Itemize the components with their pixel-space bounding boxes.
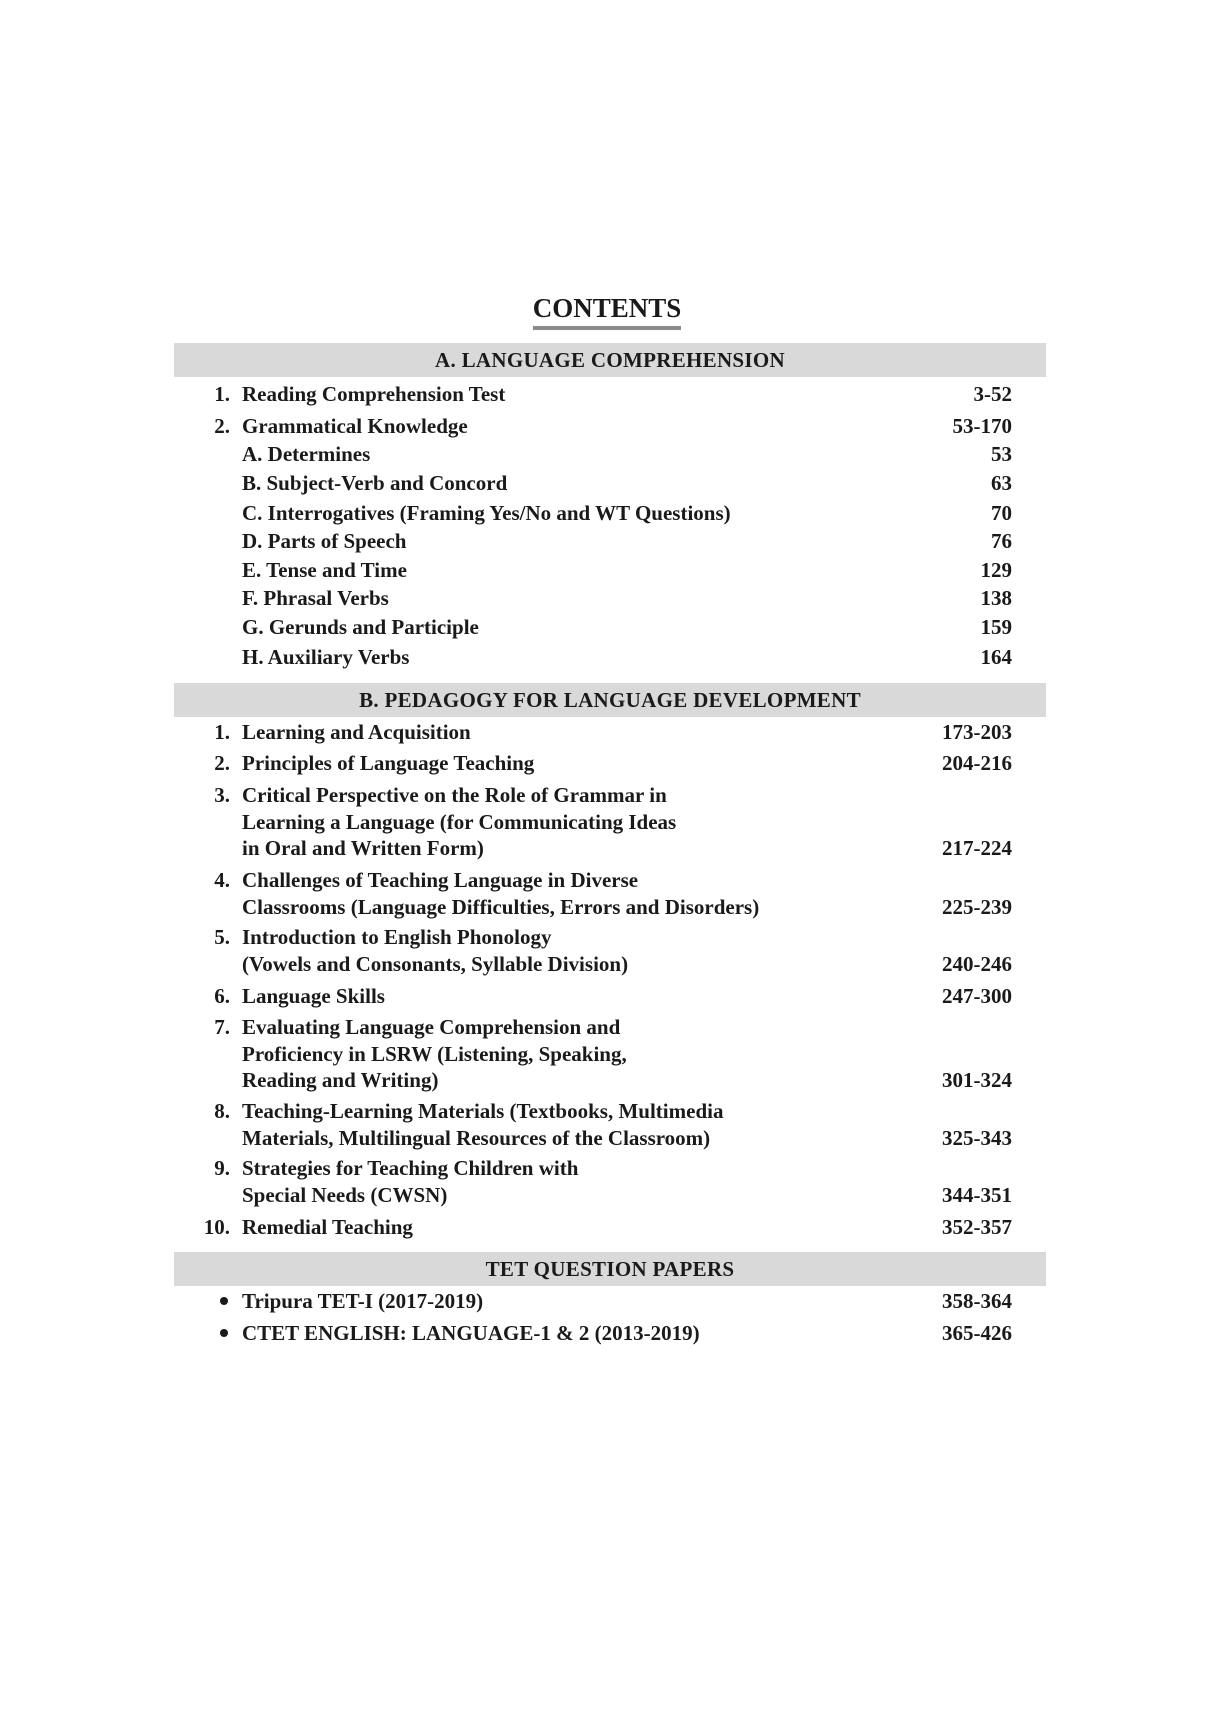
entry-title (242, 719, 892, 746)
entry-title-line: Teaching-Learning Materials (Textbooks, Multimedia (242, 1099, 724, 1123)
entry-title-line: Reading and Writing) (242, 1068, 439, 1092)
toc-entry (190, 441, 1012, 468)
entry-page-range: 352-357 (942, 1215, 1012, 1239)
entry-title-line: F. Phrasal Verbs (242, 586, 389, 610)
entry-title-line: Introduction to English Phonology (242, 925, 552, 949)
toc-entry (190, 381, 1012, 408)
entry-number: 2. (214, 751, 230, 775)
entry-number: 1. (214, 720, 230, 744)
entry-page-range: 164 (980, 645, 1012, 669)
bullet-dot-icon (220, 1329, 228, 1337)
entry-title-line: Critical Perspective on the Role of Grammar in (242, 783, 667, 807)
entry-number (190, 528, 242, 555)
bullet-dot-icon (220, 1297, 228, 1305)
toc-entry (190, 500, 1012, 527)
entry-title-line: Learning and Acquisition (242, 720, 471, 744)
entry-page-range: 217-224 (942, 836, 1012, 860)
entry-number (190, 441, 242, 468)
entry-title-line: Strategies for Teaching Children with (242, 1156, 579, 1180)
entry-title (242, 441, 892, 468)
entry-number: 10. (203, 1215, 230, 1239)
page-title: CONTENTS (0, 292, 1214, 330)
entry-page-range: 325-343 (942, 1125, 1012, 1150)
entry-title (242, 413, 892, 440)
section-heading-b: B. PEDAGOGY FOR LANGUAGE DEVELOPMENT (174, 683, 1046, 717)
entry-title-line: C. Interrogatives (Framing Yes/No and WT Questions) (242, 501, 731, 525)
bullet-icon (190, 1320, 242, 1347)
entry-title-line: Classrooms (Language Difficulties, Errors and Disorders) (242, 894, 760, 919)
entry-number (190, 500, 242, 527)
entry-page-range: 301-324 (942, 1068, 1012, 1092)
entry-page-range: 173-203 (942, 720, 1012, 744)
entry-title (242, 644, 892, 671)
toc-entry (190, 867, 1012, 920)
entry-number: 6. (214, 984, 230, 1008)
toc-entry (190, 1320, 1012, 1347)
entry-page-range: 204-216 (942, 751, 1012, 775)
entry-title (242, 557, 892, 584)
entry-number (190, 644, 242, 671)
entry-page-range: 344-351 (942, 1182, 1012, 1207)
entry-page-range: 138 (980, 586, 1012, 610)
entry-number: 7. (214, 1015, 230, 1039)
entry-title-line: E. Tense and Time (242, 558, 407, 582)
entry-title (242, 381, 892, 408)
entry-page-range: 240-246 (942, 951, 1012, 976)
entry-title (242, 1320, 892, 1347)
entry-title-line: H. Auxiliary Verbs (242, 645, 410, 669)
entry-title-line: D. Parts of Speech (242, 529, 407, 553)
entry-page-range: 365-426 (942, 1321, 1012, 1345)
toc-entry (190, 470, 1012, 497)
toc-entry (190, 614, 1012, 641)
entry-page-range: 159 (980, 615, 1012, 639)
entry-title (242, 528, 892, 555)
entry-title-line: Grammatical Knowledge (242, 414, 468, 438)
entry-number: 5. (214, 925, 230, 949)
entry-title (242, 782, 892, 862)
bullet-icon (190, 1288, 242, 1315)
entry-page-range: 129 (980, 558, 1012, 582)
toc-entry (190, 1214, 1012, 1241)
toc-entry (190, 557, 1012, 584)
entry-number (190, 470, 242, 497)
entry-title-line: Materials, Multilingual Resources of the Classroom) (242, 1125, 711, 1150)
entry-title (242, 1098, 892, 1151)
entry-number: 9. (214, 1156, 230, 1180)
entry-title-line: A. Determines (242, 442, 371, 466)
entry-title-line: Challenges of Teaching Language in Diverse (242, 868, 639, 892)
entry-page-range: 247-300 (942, 984, 1012, 1008)
entry-page-range: 53-170 (952, 414, 1012, 438)
entry-number (190, 557, 242, 584)
entry-title (242, 750, 892, 777)
entry-title-line: in Oral and Written Form) (242, 836, 484, 860)
entry-title-line: Special Needs (CWSN) (242, 1182, 448, 1207)
section-heading-a: A. LANGUAGE COMPREHENSION (174, 343, 1046, 377)
toc-entry (190, 644, 1012, 671)
entry-title (242, 1155, 892, 1208)
entry-title (242, 585, 892, 612)
entry-title-line: CTET ENGLISH: LANGUAGE-1 & 2 (2013-2019) (242, 1321, 700, 1345)
entry-title (242, 470, 892, 497)
entry-title-line: G. Gerunds and Participle (242, 615, 479, 639)
entry-title-line: Principles of Language Teaching (242, 751, 535, 775)
entry-title-line: Language Skills (242, 984, 385, 1008)
entry-title-line: (Vowels and Consonants, Syllable Division) (242, 951, 629, 976)
entry-page-range: 225-239 (942, 894, 1012, 919)
entry-title (242, 1288, 892, 1315)
entry-title-line: B. Subject-Verb and Concord (242, 471, 508, 495)
toc-entry (190, 585, 1012, 612)
entry-page-range: 76 (991, 529, 1012, 553)
entry-title-line: Reading Comprehension Test (242, 382, 506, 406)
entry-number: 1. (214, 382, 230, 406)
entry-page-range: 358-364 (942, 1289, 1012, 1313)
entry-number: 3. (214, 783, 230, 807)
entry-title (242, 924, 892, 977)
toc-entry (190, 1155, 1012, 1208)
entry-title (242, 983, 892, 1010)
entry-title-line: Proficiency in LSRW (Listening, Speaking, (242, 1041, 627, 1066)
entry-title-line: Learning a Language (for Communicating Ideas (242, 809, 677, 834)
entry-number (190, 614, 242, 641)
toc-entry (190, 924, 1012, 977)
toc-entry (190, 782, 1012, 862)
toc-entry (190, 983, 1012, 1010)
section-heading-tet: TET QUESTION PAPERS (174, 1252, 1046, 1286)
entry-number: 8. (214, 1099, 230, 1123)
entry-title-line: Remedial Teaching (242, 1215, 413, 1239)
toc-entry (190, 1288, 1012, 1315)
toc-entry (190, 719, 1012, 746)
toc-entry (190, 528, 1012, 555)
toc-entry (190, 1098, 1012, 1151)
entry-title-line: Tripura TET-I (2017-2019) (242, 1289, 484, 1313)
entry-title (242, 1214, 892, 1241)
entry-number: 2. (214, 414, 230, 438)
entry-title (242, 614, 892, 641)
toc-entry (190, 1014, 1012, 1094)
entry-number: 4. (214, 868, 230, 892)
entry-page-range: 70 (991, 501, 1012, 525)
entry-page-range: 63 (991, 471, 1012, 495)
entry-title-line: Evaluating Language Comprehension and (242, 1015, 621, 1039)
toc-entry (190, 750, 1012, 777)
toc-entry (190, 413, 1012, 440)
entry-page-range: 53 (991, 442, 1012, 466)
entry-title (242, 1014, 892, 1094)
entry-number (190, 585, 242, 612)
entry-title (242, 867, 892, 920)
entry-page-range: 3-52 (973, 382, 1012, 406)
entry-title (242, 500, 892, 527)
